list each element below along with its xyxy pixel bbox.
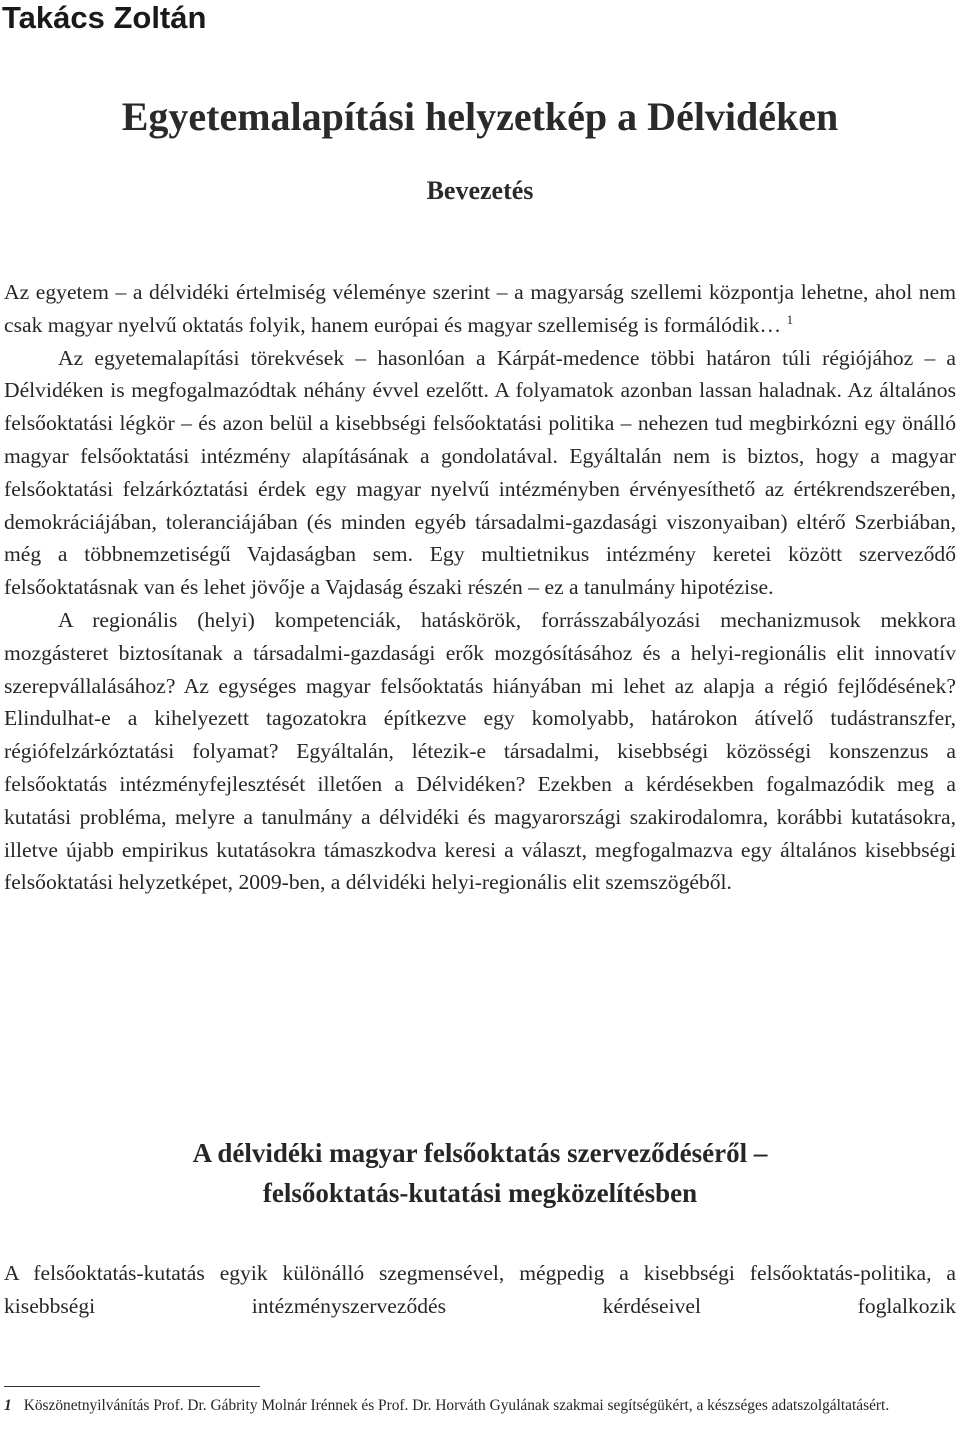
section-heading-line-1: A délvidéki magyar felsőoktatás szerveződéséről – bbox=[192, 1138, 768, 1168]
footnote-divider bbox=[4, 1386, 260, 1387]
footnote-reference: 1 bbox=[786, 311, 794, 327]
footnote bbox=[4, 1393, 956, 1418]
section-body bbox=[4, 1257, 956, 1323]
introduction-body bbox=[4, 276, 956, 899]
intro-paragraph-3: A regionális (helyi) kompetenciák, hatáskörök, forrásszabályozási mechanizmusok mekkora mozgásteret biztosítanak a társadalmi-gazdasági erők mozgósításához és a helyi-regionális elit innovatív szerepvállalásához? Az egységes magyar felsőoktatás hiányában mi lehet az alapja a régió fejlődésének? Elindulhat-e a kihelyezett tagozatokra építkezve egy komolyabb, határokon átívelő tudástranszfer, régiófelzárkóztatási folyamat? Egyáltalán, létezik-e társadalmi, kisebbségi közösségi konszenzus a felsőoktatás intézményfejlesztését illetően a Délvidéken? Ezekben a kérdésekben fogalmazódik meg a kutatási probléma, melyre a tanulmány a délvidéki és magyarországi szakirodalomra, korábbi kutatásokra, illetve újabb empirikus kutatásokra támaszkodva keresi a választ, megfogalmazva egy általános kisebbségi felsőoktatási helyzetképet, 2009-ben, a délvidéki helyi-regionális elit szemszögéből. bbox=[4, 607, 956, 895]
footnote-text: Köszönetnyilvánítás Prof. Dr. Gábrity Molnár Irénnek és Prof. Dr. Horváth Gyulának szakmai segítségükért, a készséges adatszolgáltatásért. bbox=[23, 1397, 890, 1414]
section-heading-line-2: felsőoktatás-kutatási megközelítésben bbox=[262, 1178, 698, 1208]
intro-paragraph-1-text: Az egyetem – a délvidéki értelmiség véleménye szerint – a magyarság szellemi központja lehetne, ahol nem csak magyar nyelvű oktatás folyik, hanem európai és magyar szellemiség is formálódik… bbox=[4, 280, 956, 337]
section-paragraph-1: A felsőoktatás-kutatás egyik különálló szegmensével, mégpedig a kisebbségi felsőoktatás-politika, a kisebbségi intézményszerveződés kérdéseivel foglalkozik bbox=[4, 1261, 956, 1318]
article-title: Egyetemalapítási helyzetkép a Délvidéken bbox=[121, 94, 839, 139]
intro-paragraph-1 bbox=[4, 276, 956, 342]
footnote-number: 1 bbox=[4, 1397, 12, 1414]
section-subtitle-introduction: Bevezetés bbox=[426, 176, 534, 205]
author-name: Takács Zoltán bbox=[2, 0, 207, 35]
section-heading bbox=[0, 1133, 960, 1213]
intro-paragraph-2: Az egyetemalapítási törekvések – hasonlóan a Kárpát-medence többi határon túli régiójához – a Délvidéken is megfogalmazódtak néhány évvel ezelőtt. A folyamatok azonban lassan haladnak. Az általános felsőoktatási légkör – és azon belül a kisebbségi felsőoktatási politika – nehezen tud megbirkózni egy önálló magyar felsőoktatási intézmény alapításának a gondolatával. Egyáltalán nem is biztos, hogy a magyar felsőoktatási felzárkóztatási érdek egy magyar nyelvű intézményben érvényesíthető az értékrendszerében, demokráciájában, toleranciájában (és minden egyéb társadalmi-gazdasági viszonyaiban) eltérő Szerbiában, még a többnemzetiségű Vajdaságban sem. Egy multietnikus intézmény keretei között szerveződő felsőoktatásnak van és lehet jövője a Vajdaság északi részén – ez a tanulmány hipotézise. bbox=[4, 345, 956, 600]
